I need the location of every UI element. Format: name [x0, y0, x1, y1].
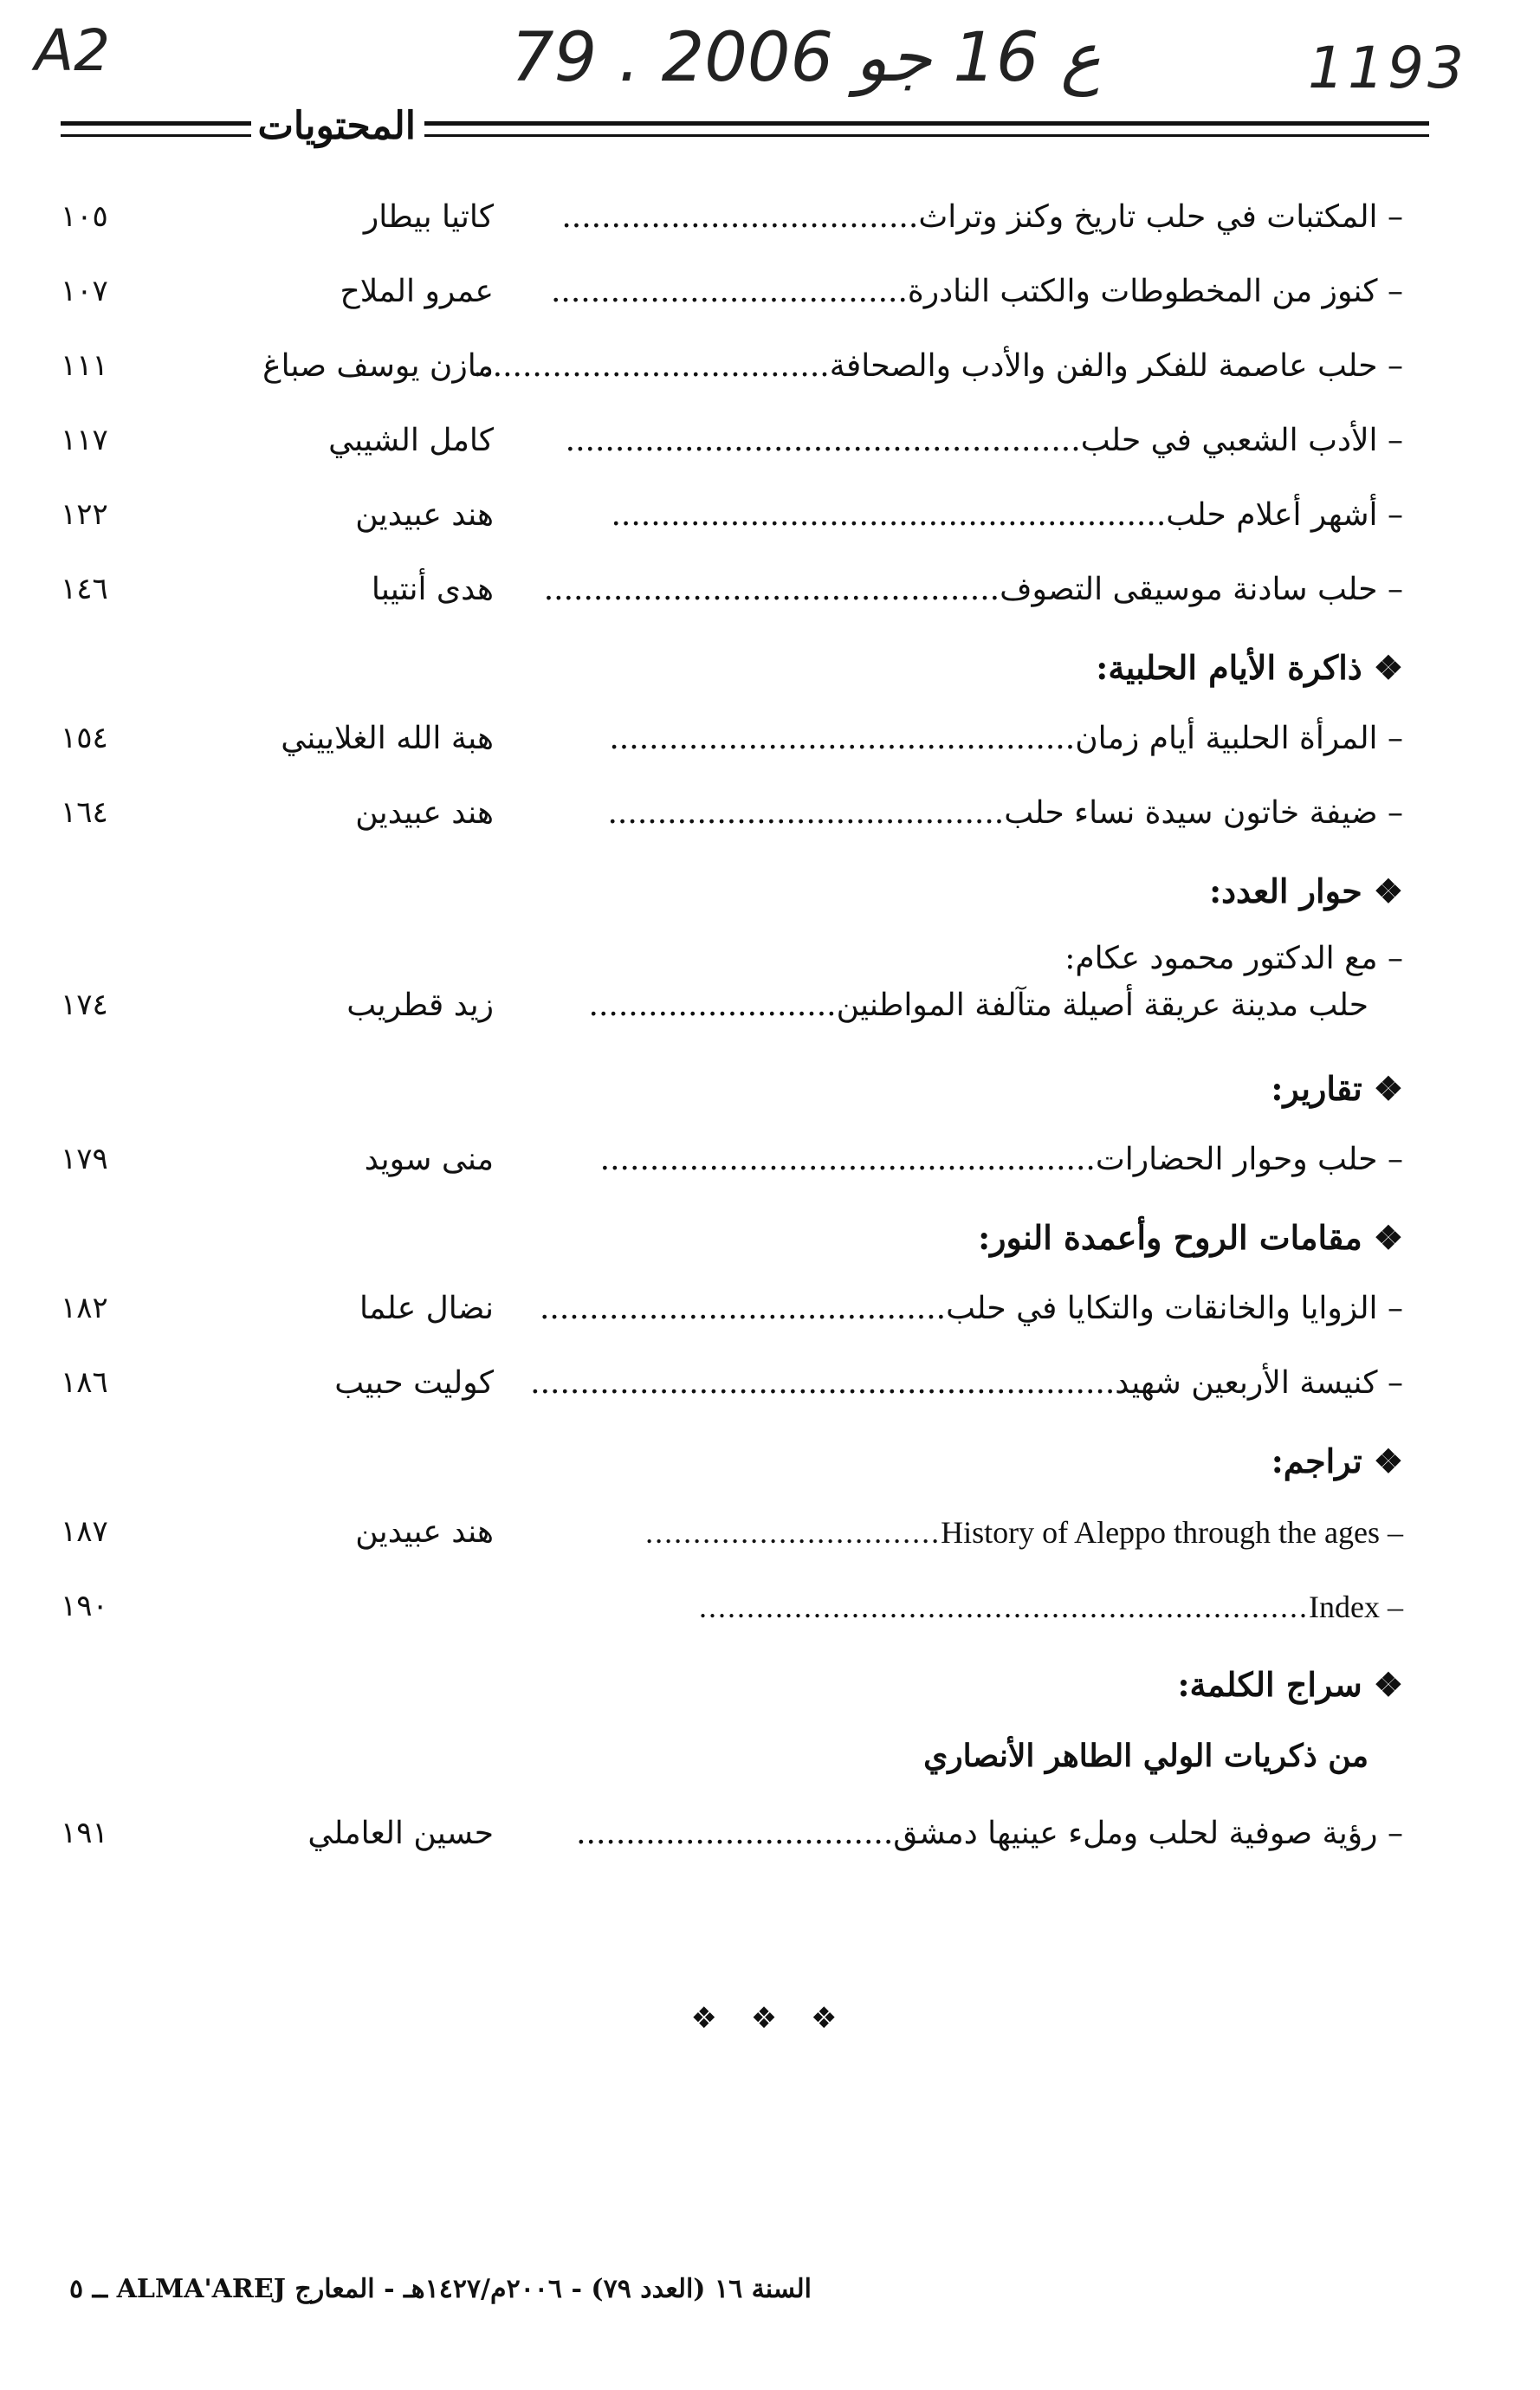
entry-title: – ضيفة خاتون سيدة نساء حلب — [1004, 795, 1403, 831]
toc-entry[interactable] — [61, 695, 1403, 769]
section-title: ❖ ذاكرة الأيام الحلبية: — [1096, 648, 1403, 687]
entry-author: هند عبيدين — [355, 795, 494, 831]
header-rule-left — [61, 121, 251, 137]
entry-title: حلب مدينة عريقة أصيلة متآلفة المواطنين — [836, 988, 1369, 1023]
entry-title: – حلب عاصمة للفكر والفن والأدب والصحافة — [829, 348, 1403, 384]
leader-dots: ............................... — [645, 1515, 941, 1550]
leader-dots: .................................... — [472, 348, 830, 384]
entry-page: ١٨٢ — [61, 1291, 108, 1325]
handwritten-mark-left: A2 — [35, 17, 111, 84]
section-title: ❖ مقامات الروح وأعمدة النور: — [978, 1218, 1403, 1257]
toc-entry[interactable] — [61, 1790, 1403, 1864]
entry-author: هبة الله الغلاييني — [281, 721, 494, 756]
entry-author: زيد قطريب — [346, 988, 494, 1023]
section-heading — [61, 844, 1403, 918]
interview-intro-text: – مع الدكتور محمود عكام: — [1064, 941, 1403, 976]
entry-title: – كنيسة الأربعين شهيد — [1115, 1365, 1403, 1401]
entry-title: – حلب سادنة موسيقى التصوف — [1000, 572, 1403, 607]
entry-page: ١٦٤ — [61, 795, 108, 830]
entry-author: حسين العاملي — [307, 1816, 494, 1851]
section-title: ❖ حوار العدد: — [1209, 871, 1403, 910]
entry-page: ١١١ — [61, 348, 108, 383]
entry-page: ١٨٦ — [61, 1365, 108, 1400]
leader-dots: .................................... — [550, 274, 908, 309]
toc-entry[interactable] — [61, 1265, 1403, 1339]
page-header — [61, 104, 1429, 156]
toc-entry[interactable] — [61, 1116, 1403, 1190]
table-of-contents — [61, 173, 1403, 1864]
section-heading — [61, 1190, 1403, 1265]
section-subtitle — [61, 1712, 1403, 1790]
leader-dots: .................................................... — [565, 423, 1081, 458]
ornament-stars: ❖ ❖ ❖ — [690, 2001, 850, 2036]
leader-dots: ......................... — [588, 988, 837, 1023]
entry-author: كامل الشيبي — [328, 423, 494, 458]
toc-entry[interactable] — [61, 1563, 1403, 1637]
leader-dots: ................................ — [576, 1816, 894, 1851]
entry-author: هدى أنتيبا — [371, 572, 494, 607]
entry-title: – كنوز من المخطوطات والكتب النادرة — [907, 274, 1403, 309]
entry-author: كوليت حبيب — [334, 1365, 494, 1401]
leader-dots: ........................................ — [607, 795, 1005, 831]
leader-dots: ........................................................... — [530, 1365, 1116, 1401]
entry-page: ١٢٢ — [61, 497, 108, 532]
entry-title: – الزوايا والخانقات والتكايا في حلب — [946, 1291, 1403, 1326]
section-title: ❖ سراج الكلمة: — [1177, 1665, 1403, 1704]
entry-page: ١٧٩ — [61, 1142, 108, 1176]
entry-title: – المرأة الحلبية أيام زمان — [1075, 721, 1403, 756]
entry-page: ١٨٧ — [61, 1514, 108, 1549]
page-title: المحتويات — [257, 104, 416, 148]
entry-page: ١٠٥ — [61, 199, 108, 234]
interview-intro — [61, 918, 1403, 975]
section-heading — [61, 1637, 1403, 1712]
entry-page: ١٧٤ — [61, 988, 108, 1022]
toc-entry[interactable] — [61, 1488, 1403, 1563]
leader-dots: ........................................................ — [611, 497, 1167, 533]
toc-entry[interactable] — [61, 397, 1403, 471]
toc-entry[interactable] — [61, 248, 1403, 322]
toc-entry[interactable] — [61, 769, 1403, 844]
entry-title: History of Aleppo through the ages – — [941, 1515, 1403, 1550]
entry-title: – الأدب الشعبي في حلب — [1080, 423, 1403, 458]
section-subtitle-text: من ذكريات الولي الطاهر الأنصاري — [923, 1738, 1369, 1774]
toc-entry[interactable] — [61, 975, 1403, 1041]
leader-dots: ............................................... — [609, 721, 1076, 756]
toc-entry[interactable] — [61, 173, 1403, 248]
entry-page: ١٩١ — [61, 1816, 108, 1850]
section-heading — [61, 620, 1403, 695]
entry-title: – المكتبات في حلب تاريخ وكنز وتراث — [918, 199, 1403, 235]
entry-title: Index – — [1309, 1590, 1403, 1624]
leader-dots: ................................................................ — [699, 1590, 1310, 1624]
entry-author: كاتيا بيطار — [363, 199, 494, 235]
entry-title: – رؤية صوفية لحلب وملء عينيها دمشق — [893, 1816, 1403, 1851]
entry-author: نضال علما — [359, 1291, 494, 1326]
leader-dots: .............................................. — [543, 572, 1000, 607]
entry-title: – أشهر أعلام حلب — [1166, 497, 1403, 533]
entry-page: ١٩٠ — [61, 1589, 108, 1623]
entry-author: عمرو الملاح — [340, 274, 494, 309]
entry-page: ١٥٤ — [61, 721, 108, 755]
toc-entry[interactable] — [61, 546, 1403, 620]
entry-page: ١٠٧ — [61, 274, 108, 308]
section-heading — [61, 1414, 1403, 1488]
header-rule-right — [424, 121, 1429, 137]
entry-author: هند عبيدين — [355, 497, 494, 533]
handwritten-number: 1193 — [1308, 35, 1467, 101]
section-title: ❖ تقارير: — [1271, 1069, 1403, 1108]
toc-entry[interactable] — [61, 1339, 1403, 1414]
entry-page: ١١٧ — [61, 423, 108, 457]
section-heading — [61, 1041, 1403, 1116]
entry-page: ١٤٦ — [61, 572, 108, 606]
entry-author: مازن يوسف صباغ — [262, 348, 494, 384]
entry-title: – حلب وحوار الحضارات — [1095, 1142, 1403, 1177]
page-footer: السنة ١٦ (العدد ٧٩) - ٢٠٠٦م/١٤٢٧هـ - المعارج ALMA'AREJ ــ ٥ — [69, 2274, 812, 2304]
entry-author: هند عبيدين — [355, 1514, 494, 1550]
toc-entry[interactable] — [61, 322, 1403, 397]
handwritten-date: 79 . ع 16 جو 2006 — [511, 19, 1101, 97]
leader-dots: ......................................... — [539, 1291, 947, 1326]
toc-entry[interactable] — [61, 471, 1403, 546]
leader-dots: .................................................. — [599, 1142, 1096, 1177]
leader-dots: .................................... — [561, 199, 919, 235]
entry-author: منى سويد — [364, 1142, 494, 1177]
section-title: ❖ تراجم: — [1271, 1441, 1403, 1480]
